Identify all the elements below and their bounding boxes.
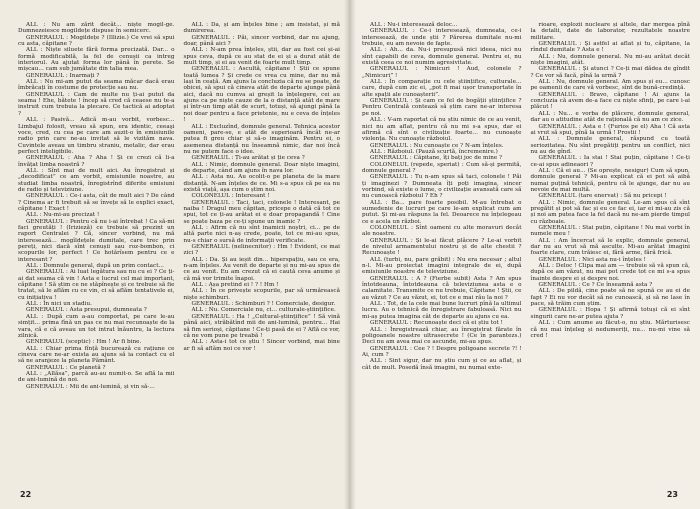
dialogue-line: GENERALUL : Inarmați ? xyxy=(26,72,100,79)
dialogue-line: ALL : Nu, domnule general. Nu mi-au arătat decât niște imagini, atât. xyxy=(530,53,690,67)
dialogue-line: ALL : În ce privește scopurile, par să urmărească niște schimburi. xyxy=(183,288,340,301)
dialogue-line: GENERALUL : Nici asta nu-i înțeles ! xyxy=(538,256,646,263)
dialogue-line: GENERALUL : Bravo, căpitane ! Ai ajuns la concluzia că avem de-a face cu niște sfinți, pe care i-ai plăcut ! xyxy=(530,91,690,111)
dialogue-line: ALL : Asta-i tot ce știu ! Sincer vorbind, mai bine ar fi să aflăm noi ce vor ! xyxy=(183,339,340,352)
dialogue-line: GENERALUL : Asta e ! (Furios pe el) Aha ! Că asta ai vrut să spui, pînă la urmă ! Prostii ! xyxy=(530,123,690,136)
dialogue-line: ALL : Nu-mi-au precizat ! xyxy=(26,212,100,219)
dialogue-line: ALL : Niște siluete fără forma precizată. Dar... o formă modificabilă, la fel de cenușii ca intreg interiorul. Au ajutat forma lor până în perete. Se mișcau... cam sub jumătate din talia mea. xyxy=(18,47,175,73)
dialogue-line: GENERALUL : Asta presupui, dumneata ? xyxy=(26,307,147,314)
dialogue-line: ALL : Da, și am înțeles bine ; am insistat, și mă dumirerea. xyxy=(183,22,340,35)
left-page-columns xyxy=(18,22,340,390)
dialogue-line: ALL : Domnule general, după un prim contact... xyxy=(26,263,164,270)
dialogue-line: ALL : Chiar prima fînță bucurează cu rațiune ce cineva care ne-ar exista au ajuns să ia contact cu el să ne aranjeze la planeta Pământ. xyxy=(18,345,175,365)
dialogue-line: GENERALUL : Tu n-am spus să taci, colonele ! Păi ți imaginezi ? Dumneata îți poți imagina, sincer vorbind, să existe o lume, o civilizație avansată care să nu cunoască războiul ? Eh ? xyxy=(362,174,522,200)
dialogue-line: ALL : În nici un stadiu. xyxy=(26,301,92,308)
dialogue-line: GENERALUL : Cam de multe nu ți-ai putut da seama ! Ehe, bătete ! încep să cred că ceaese nu te-a instruit cum trebuia la plecare. Ce tactică ai adoptat ? xyxy=(18,91,175,117)
dialogue-line: COLONELUL : Interesant ! xyxy=(191,193,270,200)
dialogue-line: ALL : N-am prea înțeles, știi, dar au fost cei și-ai spus ceva, după ce au stat de ei și a durat atât de mult timp, și ei au venit de foarte mult timp. xyxy=(183,47,340,67)
dialogue-line: GENERALUL (sceptic) : Hm ! Ar fi bine. xyxy=(26,339,142,346)
dialogue-line: GENERALUL : Ia stai ! Stai puțin, căpitane ! Ce-ți ce-ai spus adineaori ? xyxy=(530,155,690,168)
dialogue-line: GENERALUL : Păi, sincer vorbind, dar nu ajung, doar, până aici ? xyxy=(183,34,340,48)
dialogue-line: ALL : „Allăsa”, parcă au-au numit-o. Se află la mii de ani-lumină de noi. xyxy=(18,370,175,384)
left-page-column-1 xyxy=(18,22,175,390)
right-page xyxy=(350,0,700,509)
dialogue-line: ALL : Nu am zărit decât... niște mogil-ge. Dumnezeiesce mogildețe dispuse în semicerc. xyxy=(18,22,175,35)
dialogue-line: ALL : Că ei au... (Se oprește, nesigur) Cum să spun, domnule general ? Mi-au explicat că ei pot să aibă numai puțină tehnică, pentru că le ajunge, dar nu au nevoie de mai multă. xyxy=(530,167,690,193)
dialogue-line: GENERALUL : Recunoaște deci că ei știu tot ! xyxy=(370,320,503,327)
dialogue-line: GENERALUL : Ți-au arătat și ție ceva ? xyxy=(191,155,305,162)
page-number-right: 23 xyxy=(666,490,678,499)
dialogue-line: COLONELUL (repede, speriat) : Cum să-și permită, domnule general ? xyxy=(362,161,522,174)
dialogue-line: GENERALUL : A ? (Fierbe subit) Asta ? Am spus întotdeauna, întotdeauna că televiziunea asta e o calamitate. Transmite ce nu trebuie, Căpitane ! Știi, ce au văzut ? Ce au văzut, ei, tot ce e mai rău la noi ? xyxy=(362,275,522,301)
dialogue-line: ALL : Ah... da. Nu-i presupusă nici ideea, nici nu sînt capabili de ceva, domnule general. Pentru ei, nu există ceea ce noi numim agresivitate. xyxy=(362,47,522,67)
dialogue-line: ALL : Afirm că nu sînt inamicii noștri, ci... pe de altă parte nici n-aș crede, poate, tot ce mi-au spus, nu-s chiar o sursă de informații verificate. xyxy=(183,225,340,244)
dialogue-line: ALL : Nimic, domnule general. Le-am spus că sînt pregătit și pot să fac și eu ce fac ei, iar ei mi-au zis că și noi am putea face la fel dacă nu ne-am pierde timpul cu războaie. xyxy=(530,199,690,225)
dialogue-line: GENERALUL (tare enervat) : Să nu pricepi ! xyxy=(538,193,667,200)
left-page-column-2 xyxy=(184,22,341,390)
dialogue-line: ALL : Tot, de la cele mai bune lucruri pînă la ultimul lucru. Au o tehnică de înregistrare fabuloasă. Nici nu mi-aș putea imagina cât de departe au ajuns cu ea. xyxy=(362,301,522,320)
dialogue-line: ALL : Deloc ! Clipa mai am — trebuie să vă spun că, după ce am văzut, nu mai pot crede tot ce mi s-a spus înainte despre ei și despre noi. xyxy=(530,263,690,282)
dialogue-line: ALL : De pildă, cine poate să ne spună ce au ei de fapt ? Ei nu vor decât să ne cunoască, și să ne lase în pace, să trăim cum știm. xyxy=(530,288,690,308)
dialogue-line: ALL : Nu. Comerciale nu, ci... culturale-științifice. xyxy=(191,307,336,314)
dialogue-line: ALL : Sint sigur, dar nu știu cum și ce au aflat, și cât de mult. Posedă însă imagini, nu numai exte- xyxy=(362,358,522,371)
dialogue-line: GENERALUL : Ascultă, căpitane ! Știi ce spune toată lumea ? Și crede ce vrea cu mine, dar nu mă lași în ceață. Am ajuns la concluzia că nu se poate, de obicei, să spui că cineva atât de departe ajunge până aici, dacă nu cumva ai greșit la înțelegere, cei au ajuns ca pe niște cauze de la o distanță atât de mare și într-un timp atât de scurt, totuși, să ajungi până la noi doar pentru a face prietenie, nu e ceva de înțeles ! xyxy=(183,66,340,124)
dialogue-line: ALL : V-am raportat că nu știu nimic de ce au venit, nici nu am aflat, pentru că nu mi s-a spus, dar ei afirmă că sînt o civilizație foarte... nu cunoaște violența. Nu cunoaște războiul. xyxy=(362,117,522,143)
dialogue-line: ALL : Am încercat să le explic, domnule general, dar nu au vrut să mă asculte. Mi-au arătat imagini foarte clare, cum trăiesc ei, fără arme, fără frică. xyxy=(530,237,690,257)
dialogue-line: ALL : Nu mi-am putut da seama măcar dacă erau îmbrăcați în costume de protecție sau nu. xyxy=(18,79,175,92)
dialogue-line: GENERALUL : Pentru că nu i-ai întrebat ! Ca să-mi faci greutăți ! (Irizieză) ce trebuie să prezint un raport Centralei ? Că, sincer vorbind, nu mă interesează... mogîldețele dumitale, care trec prin pereți, nici dacă sînt cenușii sau roz-bombon, ci scopurile lor, perfect ! Ce hotărîsem pentru ce e interesant ? xyxy=(18,218,175,263)
dialogue-line: GENERALUL : Și cam ce fel de bogății științifice ? Pentru Centrală contează să știm care ne-ar interesa pe noi. xyxy=(362,98,522,117)
dialogue-line: GENERALUL (nelinecnitor) : Hm ! Evident, ce mai zici ? xyxy=(183,244,340,257)
dialogue-line: GENERALUL : Ce ? Ce înseamnă asta ? xyxy=(538,282,653,289)
dialogue-line: GENERALUL : Ha ! „Cultural-științifice” ! Să vină până aici, străbătînd mii de ani-lumină, pentru... Hai să fim serioși, căpitane ! Ce-ți pasă de ei ? Află ce vor, că ne vom pune pe treabă ! xyxy=(183,313,340,339)
dialogue-line: GENERALUL : Hopa ! Și afirmă totuși că ei sînt singurii care ne-ar putea ajuta ? xyxy=(530,307,690,320)
dialogue-line: GENERALUL : Mii de ani-lumină, și vin să-... xyxy=(26,383,155,390)
right-page-column-1 xyxy=(362,22,522,371)
dialogue-line: GENERALUL : Nimicuri ! Aud, colonele ? „Nimicuri” ! xyxy=(362,66,522,79)
dialogue-line: ALL : Nimic, domnule general. Doar niște imagini, de departe, când am ajuns în nava lor. xyxy=(183,161,340,174)
dialogue-line: GENERALUL : Căpitane, îți bați joc de mine ? xyxy=(370,155,503,162)
dialogue-line: ALL (turbi, nu, pare grăbit) : Nu era necesar ; altul n-l. Mi-au proiectat imagini integrale de ei, după emisiunile noastre de televiziune. xyxy=(362,256,522,276)
dialogue-line: ALL : Excluzînd, domnule general. Tehnica acestor oameni, pare-se, e atât de superioară încât ne-ar putea fi greu chiar și să-o imaginăm. Pentru ei, o asemenea distanță nu înseamnă nimic, dar noi încă nu ne putem face o idee. xyxy=(183,123,340,155)
dialogue-line: ALL : Nu-i interesează deloc... xyxy=(370,22,458,28)
dialogue-line: COLONELUL : Sînt oameni cu alte moravuri decât ale noastre. xyxy=(362,225,522,238)
dialogue-line: ALL : Nu... e vorba de plăcere, domnule general, dar au o atitudine atât de rațională că nu am ce zice. xyxy=(530,110,690,124)
dialogue-line: GENERALUL : Nu cunoaște ce ? N-am înțeles. xyxy=(370,142,504,149)
dialogue-line: GENERALUL : Ce-i interesează, dumneata, ce-i interesează, de unde știi ? Părerea dumitale nu-mi trebuie, eu am nevoie de fapte. xyxy=(362,28,522,48)
dialogue-line: GENERALUL : Ce-i asta, cât de mult aici ? De când ? Cinema ar fi trebuit să se învețe să le explici exact, căpitane ! Exact ! xyxy=(18,193,175,212)
right-page-column-2 xyxy=(531,22,691,371)
dialogue-line: GENERALUL : Și astfel ai aflat și tu, căpitane, la rîndul dumitale ? Asta e ! xyxy=(530,41,690,54)
dialogue-line: ALL : Înregistrează chiar, au înregistrat fărate în poligoanele noastre ultrasecrete ! (Ce în parantezs.) Deci nu am avea mai ce ascunde, mi-au spus. xyxy=(362,326,522,346)
dialogue-line: ALL : Ba... pare foarte posibil. M-au întrebat o sumedenie de lucruri pe care le-am explicat cum am putut. Și mi-au răspuns la fel. Deoarece nu înțelegeau ce e acela un război. xyxy=(362,199,522,225)
dialogue-line: GENERALUL : Taci, taci, colonele ! Interesant, pe naiba ! Dragul meu căpitan, pricepe o dată că tot ce spui, tot ce ți-au arătat ei e doar propagandă ! Cine se poate baza pe ce-ți spune un inamic ? xyxy=(183,199,340,225)
dialogue-line: ALL : Așa pretind ei ! ? ! Hm ! xyxy=(191,282,279,289)
dialogue-line: ALL : Nu, domnule general. Am spus și eu... cunosc pe oamenii de care vă vorbesc, sînt de bună-credință. xyxy=(530,79,690,92)
dialogue-line: GENERALUL : Ce planetă ? xyxy=(26,364,106,371)
dialogue-line: GENERALUL : Stai puțin, căpitane ! Nu mai vorbi în numele meu ! xyxy=(530,225,690,238)
dialogue-line: GENERALUL : Ai luat legătura sau nu cu ei ? Ce ți-ai dat seama că vin ! Asta e lucrul cel mai important, căpitane ! Să știm ce ne stăpînește și ce trebuie să fie tratat, să le aflăm cu ce vin, ci să aflăm tentativele ei, cu inițiativa ! xyxy=(18,269,175,301)
dialogue-line: ALL : Războiul. (Pauză scurtă, încremenire.) xyxy=(370,148,498,155)
dialogue-line: GENERALUL : Și le-ai făcut plăcere ? Le-ai vorbit de nivelul armamentului nostru și de alte chestii ? Recunoaște ! xyxy=(362,237,522,257)
dialogue-line: ALL : În comparație cu cele științifice, culturale... care, după cum zic ei, „pot fi mai ușor transportate în alte spații ale cunoașterii”. xyxy=(362,79,522,98)
right-page-columns xyxy=(362,22,690,371)
dialogue-line: ALL : După cum a-au comportat, pe care le-au simțit... prima fînă un pas ce nu mai recunoaște de la vara, că e că aveau un tot intrat înăuntru, la lectura zilnică. xyxy=(18,313,175,339)
page-number-left: 22 xyxy=(20,490,32,499)
dialogue-line: ALL : Sînt mai de mult aici. Au înregistrat și „decodificat” ce am vorbit, emisiunile noastre, au studiat limba noastră, înregistrînd diferite emisiuni de radio și televiziune. xyxy=(18,167,175,193)
dialogue-line: GENERALUL : Schimburi ? ! Comerciale, desigur. xyxy=(191,301,336,308)
dialogue-line: ALL : Domnule general, răspund cu toată seriozitatea. Nu sînt pregătiți pentru un conflict, nici nu au de gînd. xyxy=(530,136,690,155)
dialogue-line: GENERALUL : Aha ? Aha ! Și ce crezi că li-a învățat limba noastră ? xyxy=(18,155,175,168)
book-gutter xyxy=(344,0,356,509)
dialogue-line: ALL : Da. Și au ieșit din... hiperspațiu, sau ce era, n-am înțeles. Au venit de departe și nu mi-au spus de ce au venit. Eu am crezut că ei caută ceva anume și că mă vor trimite înapoi. xyxy=(183,256,340,282)
dialogue-line: GENERALUL : Mogildețe ? (Illizie.) Ce vrei să spui cu asta, căpitane ? xyxy=(18,34,175,48)
dialogue-line: ALL : Asta nu. Au ocolit-o pe planeta de la mare distanță. N-am înțeles de ce. Mi s-a spus că pe ea nu există viață, așa cum o știm noi. xyxy=(183,174,340,193)
dialogue-line: GENERALUL : Și atunci ? Ce-ți mai dădea de gîndit ? Ce vor să facă, pînă la urmă ? xyxy=(530,66,690,79)
dialogue-line: ALL : Cum anume au făcut-o, nu știu. Mărturisesc că nu mai înțeleg și nedumeriți, nu... nu-mi vine să cred ! xyxy=(530,320,690,339)
dialogue-line: GENERALUL : Cee ? ! Despre poligoane secrete ?! ! Ai, cum ? xyxy=(362,345,522,358)
dialogue-line: rioare, explozii nucleare și altele, dar mergea pînă la detalii, date de laborator, rezultatele noastre militare. xyxy=(530,22,690,41)
dialogue-line: ALL : Pasivă... Adică m-au vorbit, vorbesc... Limbajul folosit, vreau să spun, era identic, ceeaşi voce, cred, cu cea pe care am auzit-o în emisiunile radio prin care ne-au invitat să le vizităm nava. Cuvintele aveau un timbru straniu, metalic, dar erau perfect inteligibile. xyxy=(18,117,175,155)
